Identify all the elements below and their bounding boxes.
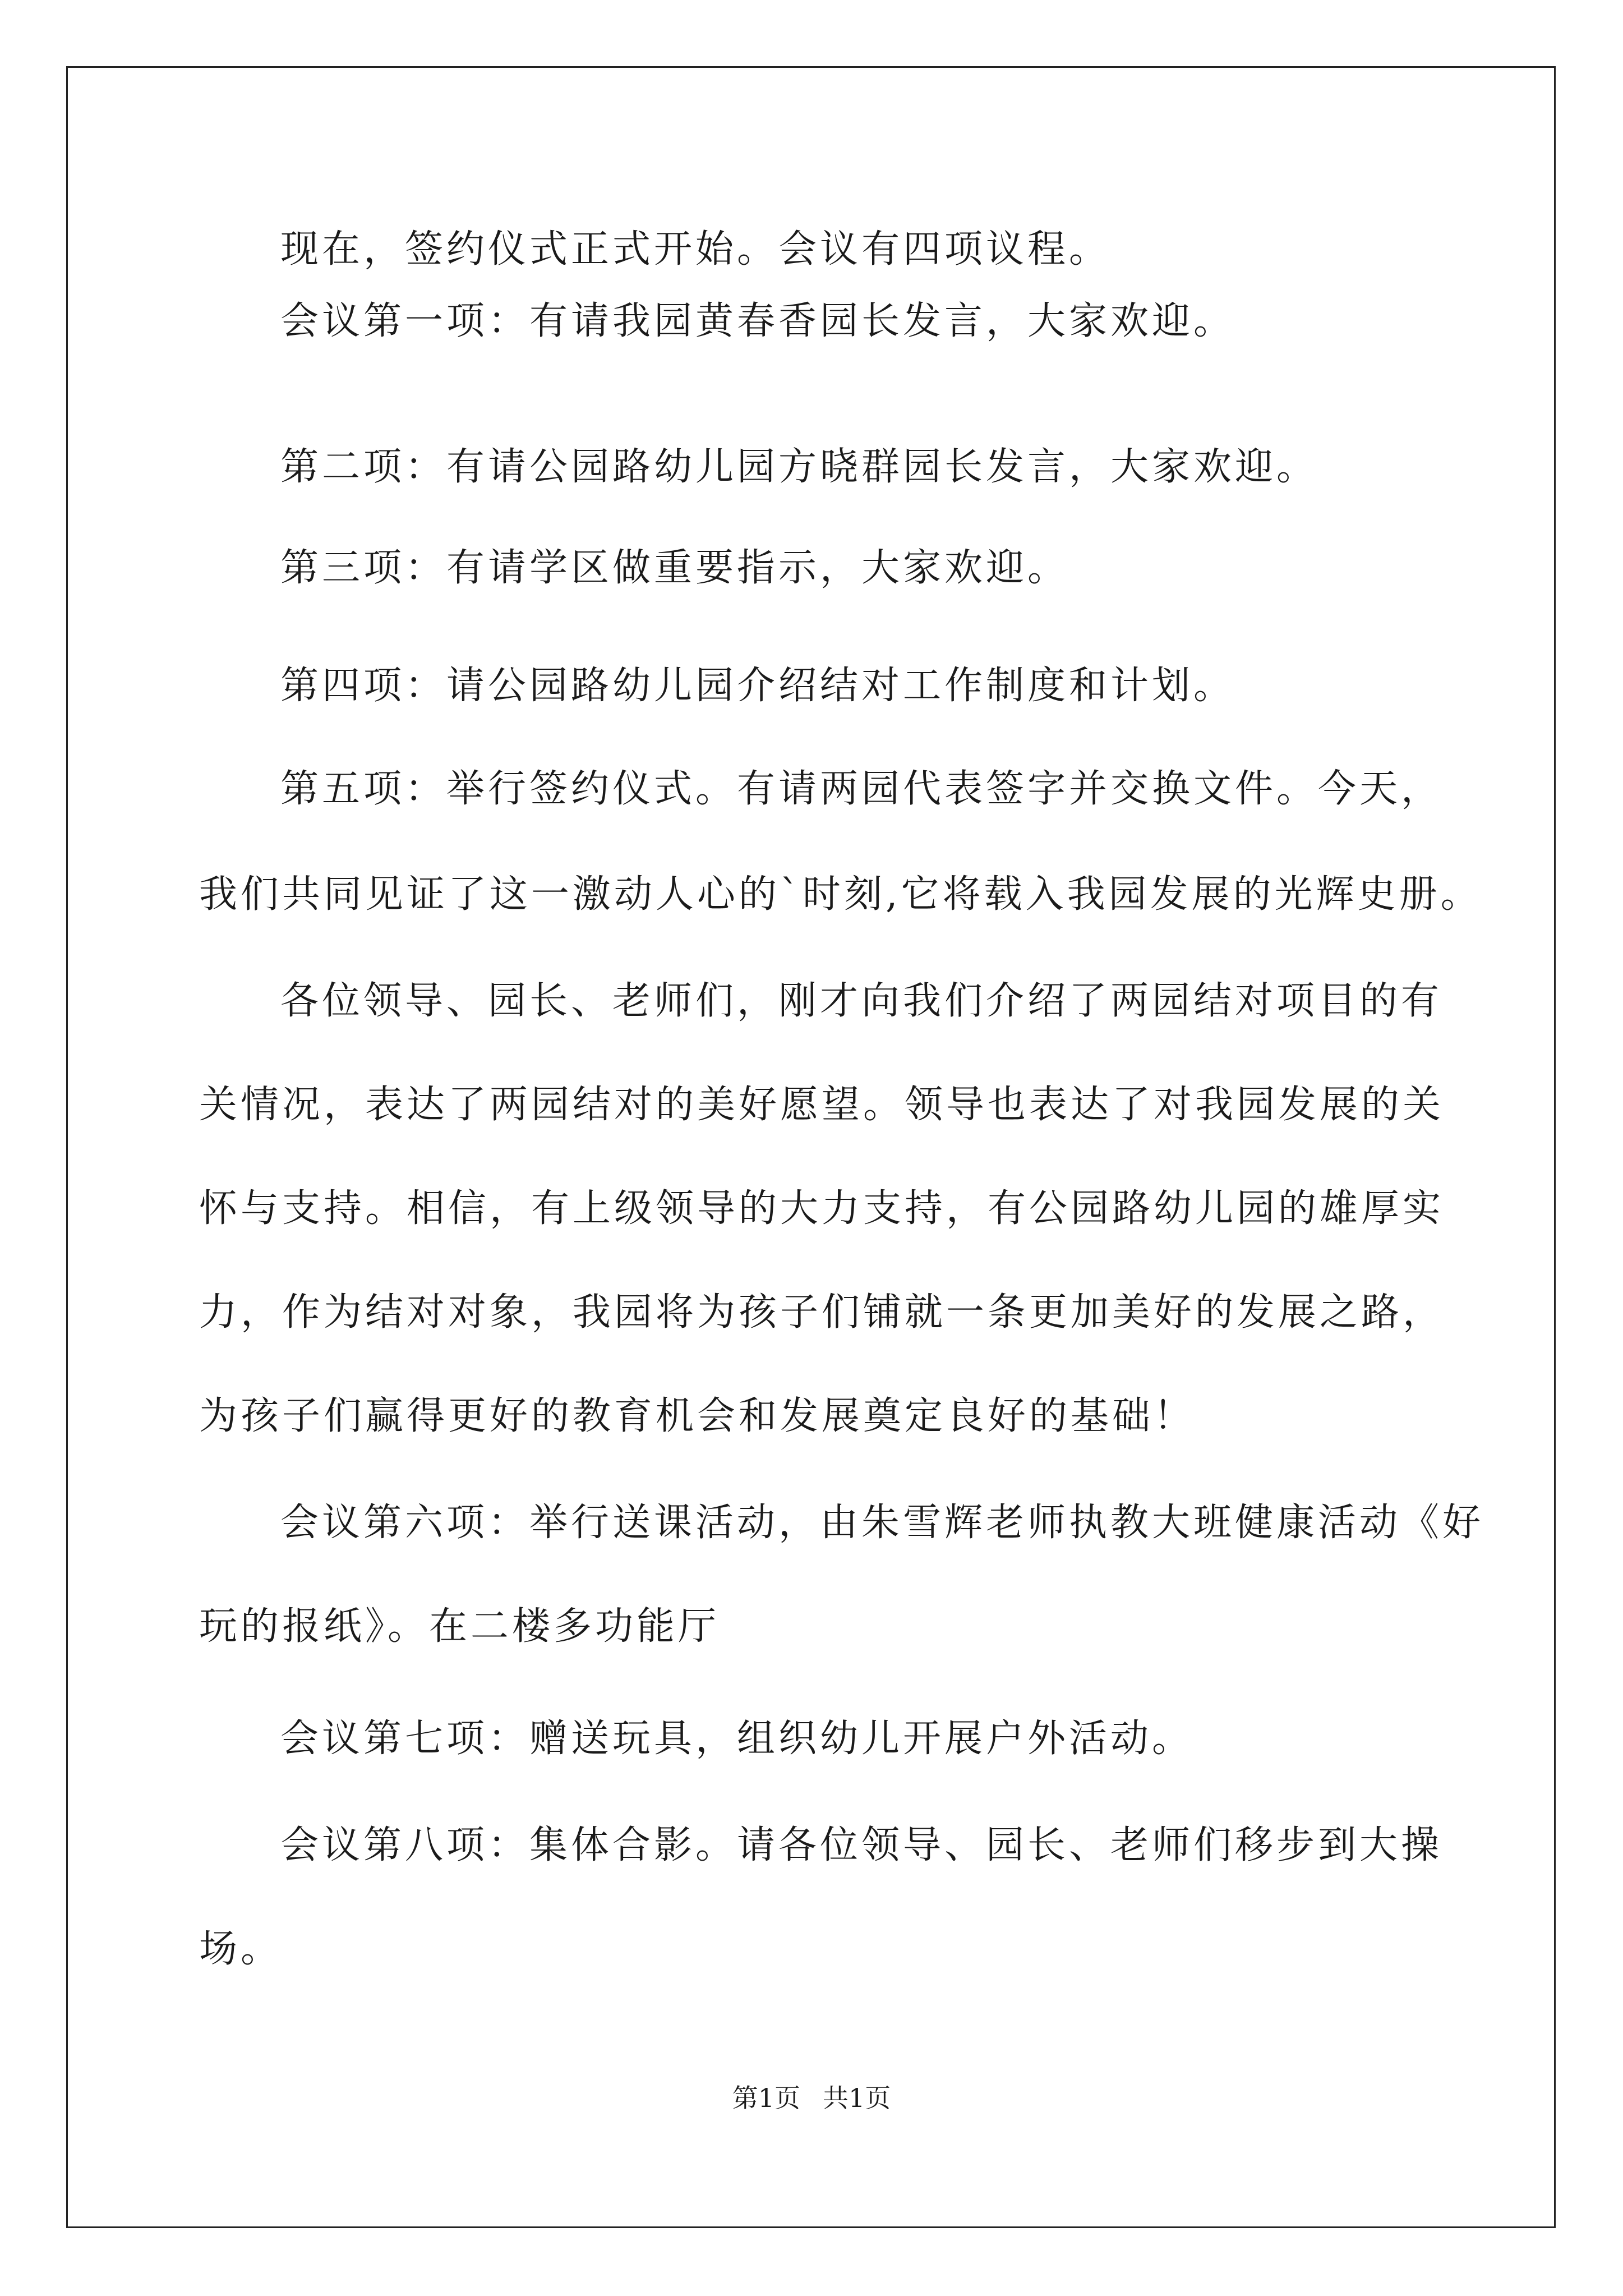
paragraph-line-11: 力，作为结对对象，我园将为孩子们铺就一条更加美好的发展之路，	[199, 1290, 1445, 1335]
page-number: 第1页	[732, 2083, 800, 2113]
paragraph-line-16: 会议第八项：集体合影。请各位领导、园长、老师们移步到大操	[280, 1823, 1443, 1867]
paragraph-line-12: 为孩子们赢得更好的教育机会和发展奠定良好的基础！	[199, 1394, 1196, 1438]
paragraph-line-8: 各位领导、园长、老师们，刚才向我们介绍了两园结对项目的有	[280, 979, 1443, 1023]
paragraph-line-1: 现在，签约仪式正式开始。会议有四项议程。	[280, 227, 1111, 272]
paragraph-line-5: 第四项：请公园路幼儿园介绍结对工作制度和计划。	[280, 664, 1235, 708]
paragraph-line-13: 会议第六项：举行送课活动，由朱雪辉老师执教大班健康活动《好	[280, 1501, 1484, 1545]
paragraph-line-10: 怀与支持。相信，有上级领导的大力支持，有公园路幼儿园的雄厚实	[199, 1186, 1445, 1231]
paragraph-line-4: 第三项：有请学区做重要指示，大家欢迎。	[280, 546, 1069, 590]
paragraph-line-3: 第二项：有请公园路幼儿园方晓群园长发言，大家欢迎。	[280, 445, 1318, 489]
page-footer	[0, 2081, 1623, 2115]
paragraph-line-6: 第五项：举行签约仪式。有请两园代表签字并交换文件。今天，	[280, 767, 1443, 811]
page-total: 共1页	[823, 2083, 891, 2113]
paragraph-line-2: 会议第一项：有请我园黄春香园长发言，大家欢迎。	[280, 299, 1235, 343]
paragraph-line-7: 我们共同见证了这一激动人心的`时刻,它将载入我园发展的光辉史册。	[199, 872, 1482, 917]
paragraph-line-9: 关情况，表达了两园结对的美好愿望。领导也表达了对我园发展的关	[199, 1083, 1445, 1127]
paragraph-line-17: 场。	[199, 1927, 283, 1971]
paragraph-line-15: 会议第七项：赠送玩具，组织幼儿开展户外活动。	[280, 1717, 1194, 1761]
paragraph-line-14: 玩的报纸》。在二楼多功能厅	[199, 1604, 720, 1649]
page-border	[66, 66, 1556, 2228]
